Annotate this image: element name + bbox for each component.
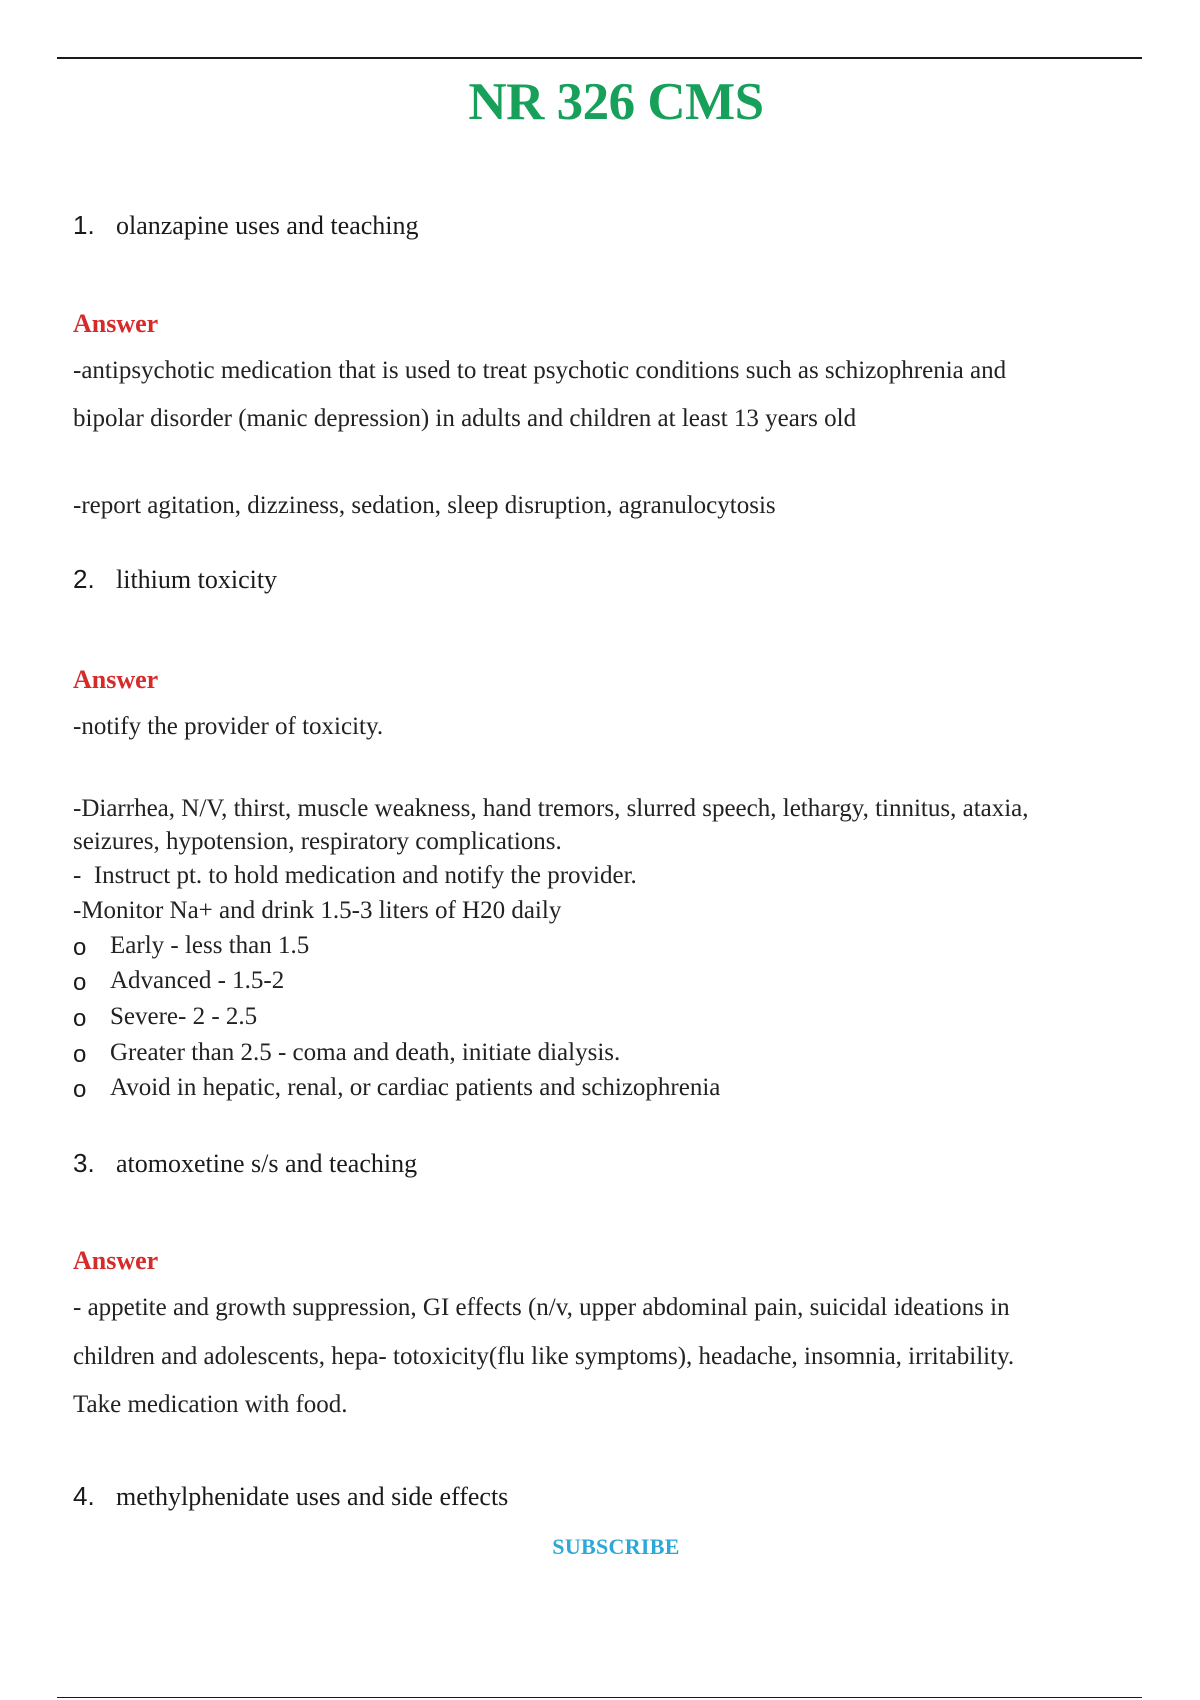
question-3-number: 3. <box>73 1148 95 1178</box>
answer-3-line-1: - appetite and growth suppression, GI effects (n/v, upper abdominal pain, suicidal ideations in <box>73 1294 1010 1321</box>
bullet-marker: o <box>73 1076 87 1103</box>
bullet-marker: o <box>73 934 87 961</box>
question-1-text: olanzapine uses and teaching <box>116 211 419 240</box>
answer-1-line-2: bipolar disorder (manic depression) in adults and children at least 13 years old <box>73 405 857 432</box>
question-3-text: atomoxetine s/s and teaching <box>116 1149 418 1178</box>
answer-2-label: Answer <box>73 665 159 694</box>
answer-3-line-3: Take medication with food. <box>73 1391 348 1418</box>
bullet-marker: o <box>73 969 87 996</box>
answer-1-line-3: -report agitation, dizziness, sedation, sleep disruption, agranulocytosis <box>73 492 776 519</box>
bullet-marker: o <box>73 1005 87 1032</box>
answer-2-line-4: - Instruct pt. to hold medication and notify the provider. <box>73 862 637 889</box>
bullet-item: Avoid in hepatic, renal, or cardiac patients and schizophrenia <box>110 1074 721 1101</box>
answer-3-label: Answer <box>73 1246 159 1275</box>
document-title: NR 326 CMS <box>468 73 764 131</box>
question-2-number: 2. <box>73 564 95 594</box>
bullet-item: Greater than 2.5 - coma and death, initiate dialysis. <box>110 1039 621 1066</box>
question-2-text: lithium toxicity <box>116 565 278 594</box>
answer-2-line-5: -Monitor Na+ and drink 1.5-3 liters of H20 daily <box>73 897 562 924</box>
answer-2-line-3: seizures, hypotension, respiratory complications. <box>73 828 562 855</box>
bottom-divider <box>57 1697 1142 1698</box>
bullet-marker: o <box>73 1041 87 1068</box>
answer-2-line-1: -notify the provider of toxicity. <box>73 713 384 740</box>
bullet-item: Severe- 2 - 2.5 <box>110 1003 258 1030</box>
bullet-item: Advanced - 1.5-2 <box>110 967 285 994</box>
question-1-number: 1. <box>73 210 95 240</box>
question-4-number: 4. <box>73 1481 95 1511</box>
answer-1-line-1: -antipsychotic medication that is used to treat psychotic conditions such as schizophrenia and <box>73 357 1007 384</box>
top-divider <box>57 57 1142 59</box>
answer-3-line-2: children and adolescents, hepa- totoxicity(flu like symptoms), headache, insomnia, irritability. <box>73 1343 1015 1370</box>
bullet-item: Early - less than 1.5 <box>110 932 310 959</box>
subscribe-link[interactable]: SUBSCRIBE <box>552 1534 680 1559</box>
question-4-text: methylphenidate uses and side effects <box>116 1482 509 1511</box>
answer-2-line-2: -Diarrhea, N/V, thirst, muscle weakness, hand tremors, slurred speech, lethargy, tinnitus, ataxia, <box>73 795 1029 822</box>
answer-1-label: Answer <box>73 309 159 338</box>
